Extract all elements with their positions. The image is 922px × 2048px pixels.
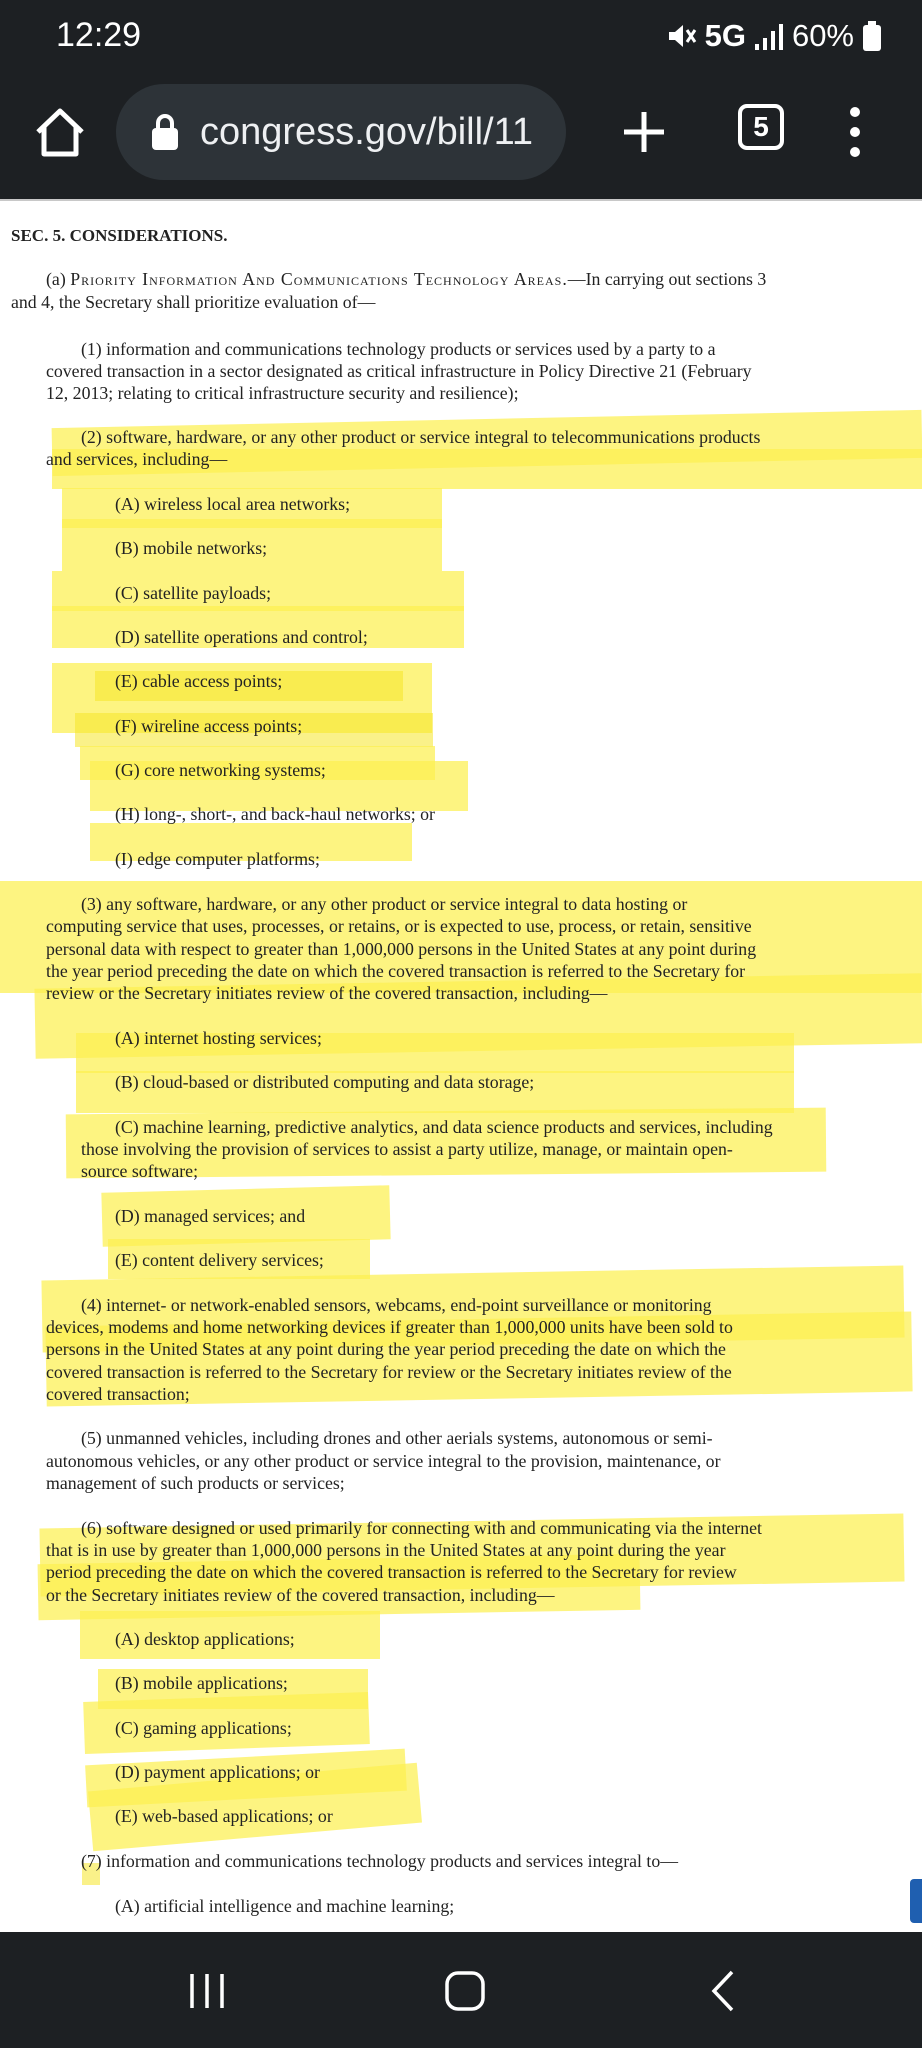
item3-line-3: personal data with respect to greater than 1,000,000 persons in the United States at any point during	[46, 939, 757, 959]
battery-icon	[862, 20, 882, 52]
item2-G: (G) core networking systems;	[115, 760, 326, 780]
item3-C-line-2: those involving the provision of services to assist a party utilize, manage, or maintain open-	[81, 1139, 733, 1159]
item6-line-2: that is in use by greater than 1,000,000 persons in the United States at any point during the year	[46, 1540, 726, 1560]
para-a-line-1-rest: —In carrying out sections 3	[567, 269, 767, 289]
status-icons	[665, 18, 882, 54]
item2-A: (A) wireless local area networks;	[115, 494, 351, 514]
item3-B: (B) cloud-based or distributed computing and data storage;	[115, 1072, 535, 1092]
para-a-marker: (a)	[46, 269, 71, 289]
status-time: 12:29	[56, 16, 142, 54]
item5-line-3: management of such products or services;	[46, 1473, 345, 1493]
item6-E: (E) web-based applications; or	[115, 1806, 333, 1826]
item4-line-3: persons in the United States at any point during the year period preceding the date on which the	[46, 1339, 726, 1359]
item1-line-1: (1) information and communications technology products or services used by a party to a	[81, 339, 716, 359]
item2-line-2: and services, including—	[46, 449, 228, 469]
scrollbar-thumb[interactable]	[910, 1879, 922, 1923]
para-a-line-2: and 4, the Secretary shall prioritize evaluation of—	[11, 292, 376, 312]
bill-document[interactable]	[0, 201, 922, 1932]
lock-icon	[150, 112, 180, 152]
url-text[interactable]: congress.gov/bill/11	[200, 110, 534, 153]
item5-line-2: autonomous vehicles, or any other product or service integral to the provision, maintenance, or	[46, 1451, 721, 1471]
back-icon[interactable]	[700, 1966, 750, 2016]
system-nav-bar	[0, 1932, 922, 2048]
signal-icon	[754, 22, 784, 50]
home-icon[interactable]	[30, 102, 90, 162]
item2-H: (H) long-, short-, and back-haul networks; or	[115, 804, 435, 824]
item1-line-2: covered transaction in a sector designated as critical infrastructure in Policy Directive 21 (February	[46, 361, 752, 381]
status-bar	[0, 0, 922, 72]
item4-line-5: covered transaction;	[46, 1384, 190, 1404]
item7-A: (A) artificial intelligence and machine learning;	[115, 1896, 455, 1916]
recent-apps-icon[interactable]	[182, 1966, 232, 2016]
item6-A: (A) desktop applications;	[115, 1629, 295, 1649]
item4-line-4: covered transaction is referred to the Secretary for review or the Secretary initiates review of the	[46, 1362, 732, 1382]
item2-D: (D) satellite operations and control;	[115, 627, 368, 647]
new-tab-plus-icon[interactable]	[614, 102, 674, 162]
item6-line-1: (6) software designed or used primarily for connecting with and communicating via the internet	[81, 1518, 762, 1538]
item6-D: (D) payment applications; or	[115, 1762, 320, 1782]
item4-line-2: devices, modems and home networking devices if greater than 1,000,000 units have been sold to	[46, 1317, 733, 1337]
battery-percent: 60%	[791, 18, 854, 53]
para-a-line-1	[46, 268, 766, 290]
item1-line-3: 12, 2013; relating to critical infrastructure security and resilience);	[46, 383, 519, 403]
item2-F: (F) wireline access points;	[115, 716, 303, 736]
more-menu-icon[interactable]	[840, 100, 870, 164]
browser-toolbar	[0, 72, 922, 199]
url-bar[interactable]	[116, 84, 566, 180]
para-a-heading: Priority Information And Communications Technology Areas.	[70, 269, 568, 289]
item7: (7) information and communications technology products and services integral to—	[81, 1851, 679, 1871]
section-title: SEC. 5. CONSIDERATIONS.	[11, 226, 228, 245]
item3-C-line-3: source software;	[81, 1161, 199, 1181]
item3-D: (D) managed services; and	[115, 1206, 306, 1226]
item6-B: (B) mobile applications;	[115, 1673, 288, 1693]
network-type: 5G	[704, 18, 746, 53]
item3-C-line-1: (C) machine learning, predictive analytics, and data science products and services, including	[115, 1117, 773, 1137]
item2-C: (C) satellite payloads;	[115, 583, 272, 603]
mute-icon	[665, 20, 697, 52]
item6-C: (C) gaming applications;	[115, 1718, 292, 1738]
item3-E: (E) content delivery services;	[115, 1250, 324, 1270]
item6-line-3: period preceding the date on which the covered transaction is referred to the Secretary for review	[46, 1562, 737, 1582]
item2-line-1: (2) software, hardware, or any other product or service integral to telecommunications products	[81, 427, 761, 447]
item3-line-4: the year period preceding the date on which the covered transaction is referred to the Secretary for	[46, 961, 746, 981]
item3-line-1: (3) any software, hardware, or any other product or service integral to data hosting or	[81, 894, 688, 914]
item6-line-4: or the Secretary initiates review of the covered transaction, including—	[46, 1585, 555, 1605]
item2-E: (E) cable access points;	[115, 671, 283, 691]
item2-I: (I) edge computer platforms;	[115, 849, 320, 869]
item5-line-1: (5) unmanned vehicles, including drones and other aerials systems, autonomous or semi-	[81, 1428, 713, 1448]
item4-line-1: (4) internet- or network-enabled sensors, webcams, end-point surveillance or monitoring	[81, 1295, 712, 1315]
item3-A: (A) internet hosting services;	[115, 1028, 322, 1048]
item3-line-2: computing service that uses, processes, or retains, or is expected to use, process, or retain, sensitive	[46, 916, 752, 936]
item2-B: (B) mobile networks;	[115, 538, 268, 558]
tab-count-button[interactable]: 5	[738, 104, 784, 150]
home-circle-icon[interactable]	[440, 1966, 490, 2016]
item3-line-5: review or the Secretary initiates review of the covered transaction, including—	[46, 983, 608, 1003]
